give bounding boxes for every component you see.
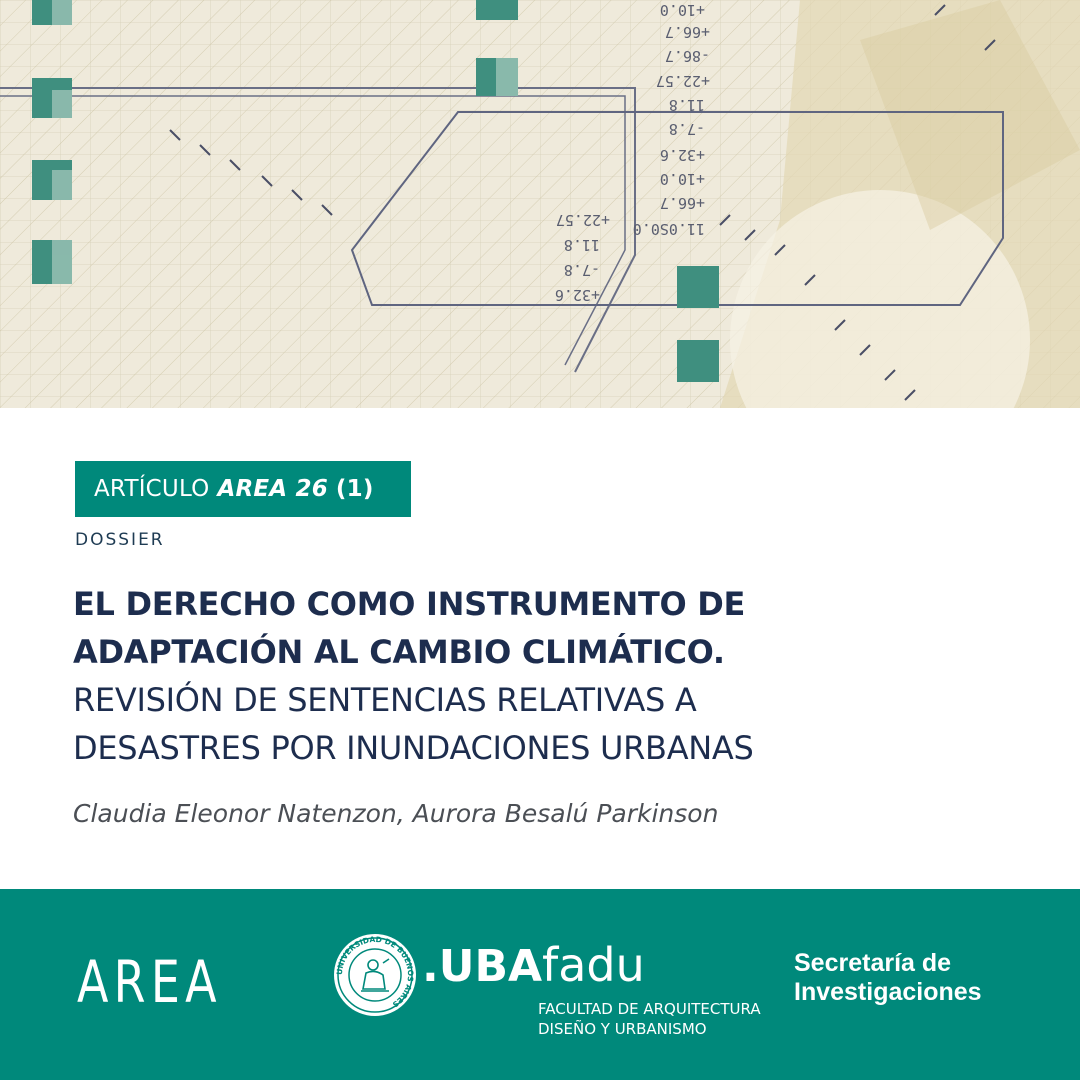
svg-text:+32.6: +32.6 <box>554 286 600 304</box>
hero-illustration <box>0 0 1080 408</box>
architectural-plan-graphic <box>0 0 1080 408</box>
article-title <box>73 580 973 772</box>
faculty-line-2: DISEÑO Y URBANISMO <box>538 1020 707 1038</box>
svg-text:+10.0: +10.0 <box>659 170 705 188</box>
badge-journal: AREA 26 <box>217 476 328 502</box>
area-logo: AREA <box>77 948 222 1016</box>
svg-text:-7.8: -7.8 <box>563 261 600 279</box>
fadu-logo-light: fadu <box>542 938 645 992</box>
svg-text:11.8: 11.8 <box>563 236 600 254</box>
svg-text:+22.57: +22.57 <box>655 72 710 90</box>
faculty-line-1: FACULTAD DE ARQUITECTURA <box>538 1000 761 1018</box>
secretaria-logo <box>794 949 982 1007</box>
footer-band <box>0 889 1080 1080</box>
uba-seal-icon <box>333 933 417 1017</box>
article-badge <box>75 461 411 517</box>
faculty-name <box>538 999 761 1039</box>
svg-text:11.8: 11.8 <box>668 96 705 114</box>
secretaria-line-2: Investigaciones <box>794 978 982 1006</box>
section-label: DOSSIER <box>75 530 165 550</box>
title-line-1: EL DERECHO COMO INSTRUMENTO DE <box>73 585 746 623</box>
svg-text:+66.7: +66.7 <box>664 23 710 41</box>
secretaria-line-1: Secretaría de <box>794 949 952 977</box>
svg-text:11.0S0.0: 11.0S0.0 <box>632 220 705 238</box>
subtitle-line-1: REVISIÓN DE SENTENCIAS RELATIVAS A <box>73 681 697 719</box>
svg-text:-86.7: -86.7 <box>664 47 710 65</box>
authors: Claudia Eleonor Natenzon, Aurora Besalú Parkinson <box>73 799 719 828</box>
svg-text:-7.8: -7.8 <box>668 120 705 138</box>
svg-text:UNIVERSIDAD DE BUENOS AIRES: UNIVERSIDAD DE BUENOS AIRES <box>334 934 416 1010</box>
svg-text:+32.6: +32.6 <box>659 146 705 164</box>
subtitle-line-2: DESASTRES POR INUNDACIONES URBANAS <box>73 729 754 767</box>
badge-issue: (1) <box>335 476 374 502</box>
plan-annotation: +10.0 <box>659 1 705 19</box>
svg-text:+22.57: +22.57 <box>555 211 610 229</box>
title-line-2: ADAPTACIÓN AL CAMBIO CLIMÁTICO. <box>73 633 725 671</box>
badge-prefix: ARTÍCULO <box>94 476 210 502</box>
svg-text:+66.7: +66.7 <box>659 194 705 212</box>
uba-logo-bold: .UBA <box>422 941 543 992</box>
uba-fadu-logo <box>422 938 645 992</box>
